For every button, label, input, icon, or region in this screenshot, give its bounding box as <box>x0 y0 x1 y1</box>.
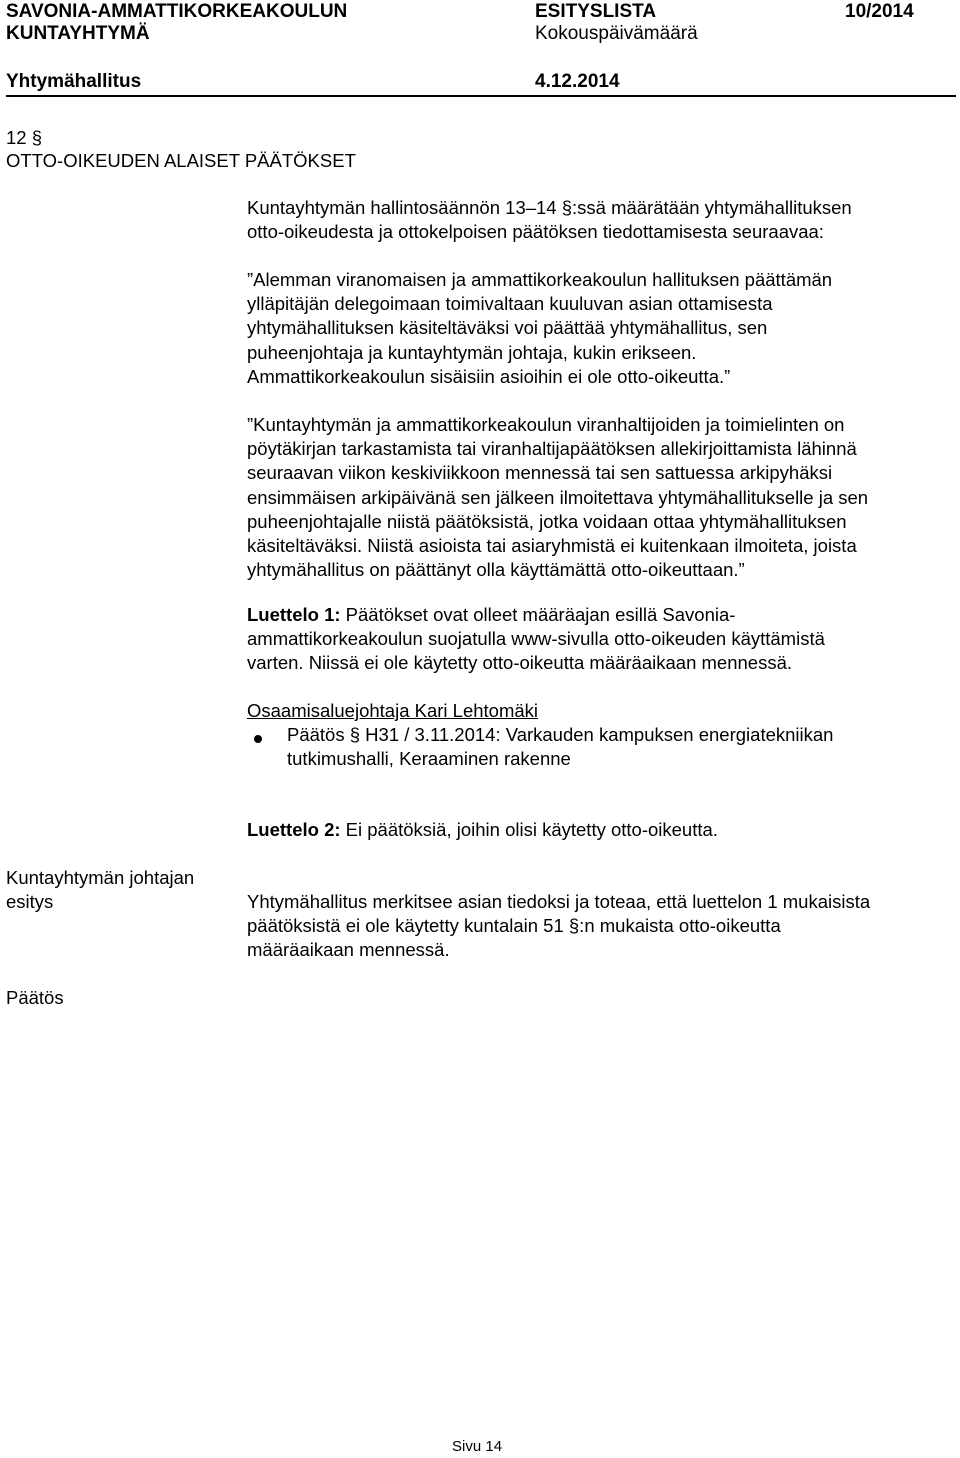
list1-line: ammattikorkeakoulun suojatulla www-sivulla otto-oikeuden käyttämistä <box>247 628 825 650</box>
quote2-line: puheenjohtajalle niistä päätöksistä, jotka voidaan ottaa yhtymähallituksen <box>247 510 847 532</box>
list1-line: varten. Niissä ei ole käytetty otto-oikeutta määräaikaan mennessä. <box>247 652 793 674</box>
quote2-line: ensimmäisen arkipäivänä sen jälkeen ilmoitettava yhtymähallitukselle ja sen <box>247 486 869 508</box>
org-name-line2: KUNTAYHTYMÄ <box>6 23 150 44</box>
decision-list-item <box>287 723 959 771</box>
quote2-line: seuraavan viikon keskiviikkoon mennessä tai sen sattuessa arkipyhäksi <box>247 462 833 484</box>
intro-line: otto-oikeudesta ja ottokelpoisen päätöksen tiedottamisesta seuraavaa: <box>247 221 824 243</box>
quote1-line: puheenjohtaja ja kuntayhtymän johtaja, kukin erikseen. <box>247 341 697 363</box>
section-title: OTTO-OIKEUDEN ALAISET PÄÄTÖKSET <box>6 150 356 171</box>
decision-item-line: Päätös § H31 / 3.11.2014: Varkauden kampuksen energiatekniikan <box>287 724 834 745</box>
decision-item-line: tutkimushalli, Keraaminen rakenne <box>287 748 571 770</box>
list2-text: Ei päätöksiä, joihin olisi käytetty otto-oikeutta. <box>340 819 718 840</box>
proposal-label-line2: esitys <box>6 891 54 912</box>
list1-paragraph <box>247 603 959 676</box>
proposal-label-line1: Kuntayhtymän johtajan <box>6 867 195 888</box>
quote2-line: ”Kuntayhtymän ja ammattikorkeakoulun viranhaltijoiden ja toimielinten on <box>247 414 845 435</box>
list1-line: Päätökset ovat olleet määräajan esillä Savonia- <box>340 604 736 625</box>
quote2-line: pöytäkirjan tarkastamista tai viranhaltijapäätöksen allekirjoittamista lähinnä <box>247 438 857 460</box>
meeting-date-label: Kokouspäivämäärä <box>535 23 698 44</box>
quote2-line: yhtymähallitus on päättänyt olla käyttämättä otto-oikeuttaan.” <box>247 559 745 581</box>
page-number: Sivu 14 <box>452 1438 503 1455</box>
document-number: 10/2014 <box>845 1 914 22</box>
bullet-icon <box>254 735 262 743</box>
list2-paragraph <box>247 818 718 842</box>
quote-paragraph-1 <box>247 268 959 389</box>
quote-paragraph-2 <box>247 413 959 582</box>
list1-label: Luettelo 1: <box>247 604 341 625</box>
proposal-paragraph <box>247 890 959 963</box>
intro-line: Kuntayhtymän hallintosäännön 13–14 §:ssä määrätään yhtymähallituksen <box>247 197 852 218</box>
quote1-line: ylläpitäjän delegoimaan toimivaltaan kuuluvan asian ottamisesta <box>247 293 773 315</box>
proposal-line: päätöksistä ei ole käytetty kuntalain 51 §:n mukaista otto-oikeutta <box>247 915 781 937</box>
quote2-line: käsiteltäväksi. Niistä asioista tai asiaryhmistä ei kuitenkaan ilmoiteta, joista <box>247 535 857 557</box>
official-name: Osaamisaluejohtaja Kari Lehtomäki <box>247 700 539 721</box>
quote1-line: Ammattikorkeakoulun sisäisiin asioihin ei ole otto-oikeutta.” <box>247 365 731 387</box>
governing-body: Yhtymähallitus <box>6 71 142 92</box>
org-name-line1: SAVONIA-AMMATTIKORKEAKOULUN <box>6 1 348 22</box>
meeting-date: 4.12.2014 <box>535 71 620 92</box>
list2-label: Luettelo 2: <box>247 819 341 840</box>
intro-paragraph <box>247 196 959 244</box>
proposal-line: Yhtymähallitus merkitsee asian tiedoksi ja toteaa, että luettelon 1 mukaisista <box>247 891 871 912</box>
proposal-line: määräaikaan mennessä. <box>247 939 450 961</box>
quote1-line: ”Alemman viranomaisen ja ammattikorkeakoulun hallituksen päättämän <box>247 269 833 290</box>
section-number: 12 § <box>6 127 43 148</box>
decision-label: Päätös <box>6 987 64 1008</box>
document-type: ESITYSLISTA <box>535 1 657 22</box>
header-divider <box>6 95 956 97</box>
quote1-line: yhtymähallituksen käsiteltäväksi voi päättää yhtymähallitus, sen <box>247 317 768 339</box>
